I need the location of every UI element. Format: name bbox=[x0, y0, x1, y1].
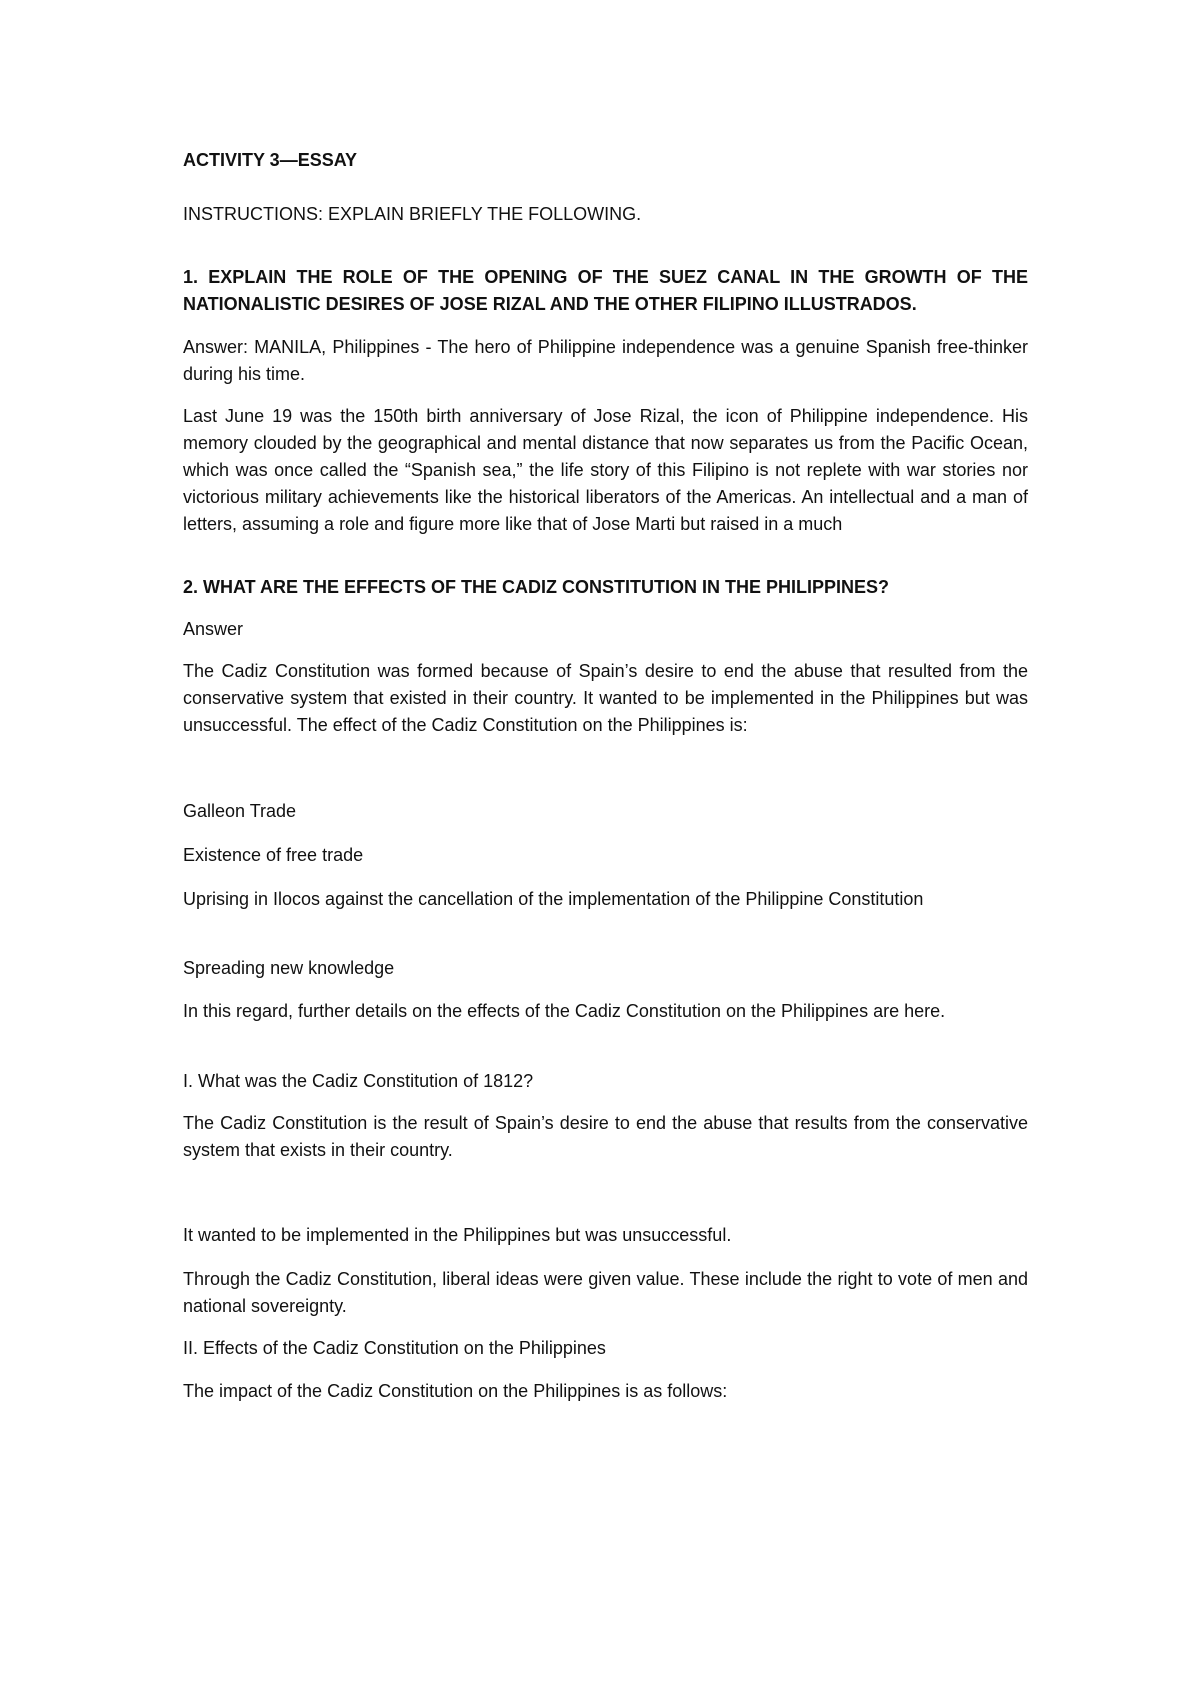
section-1-paragraph-3: Through the Cadiz Constitution, liberal ideas were given value. These include the right to vote of men and national sovereignty. bbox=[183, 1269, 1028, 1316]
document-page bbox=[183, 0, 1028, 1696]
section-1-heading: I. What was the Cadiz Constitution of 1812? bbox=[183, 1071, 534, 1091]
effect-item: Spreading new knowledge bbox=[183, 958, 395, 978]
section-1-paragraph-1: The Cadiz Constitution is the result of Spain’s desire to end the abuse that results from the conservative system that exists in their country. bbox=[183, 1113, 1028, 1160]
instructions: INSTRUCTIONS: EXPLAIN BRIEFLY THE FOLLOWING. bbox=[183, 204, 642, 224]
q2-answer-label: Answer bbox=[183, 619, 244, 639]
q2-answer-paragraph-1: The Cadiz Constitution was formed because of Spain’s desire to end the abuse that resulted from the conservative system that existed in their country. It wanted to be implemented in the Philippines but was unsuccessful. The effect of the Cadiz Constitution on the Philippines is: bbox=[183, 661, 1028, 735]
section-2-paragraph-1: The impact of the Cadiz Constitution on the Philippines is as follows: bbox=[183, 1381, 728, 1401]
effect-item: Existence of free trade bbox=[183, 845, 364, 865]
q1-answer-paragraph-2: Last June 19 was the 150th birth anniversary of Jose Rizal, the icon of Philippine independence. His memory clouded by the geographical and mental distance that now separates us from the Pacific Ocean, which was once called the “Spanish sea,” the life story of this Filipino is not replete with war stories nor victorious military achievements like the historical liberators of the Americas. An intellectual and a man of letters, assuming a role and figure more like that of Jose Marti but raised in a much bbox=[183, 406, 1028, 534]
regard-paragraph: In this regard, further details on the effects of the Cadiz Constitution on the Philippines are here. bbox=[183, 1001, 946, 1021]
document-title: ACTIVITY 3—ESSAY bbox=[183, 150, 358, 170]
q1-answer-paragraph-1: Answer: MANILA, Philippines - The hero of Philippine independence was a genuine Spanish free-thinker during his time. bbox=[183, 337, 1028, 384]
section-2-heading: II. Effects of the Cadiz Constitution on the Philippines bbox=[183, 1338, 606, 1358]
effect-item: Uprising in Ilocos against the cancellation of the implementation of the Philippine Constitution bbox=[183, 889, 924, 909]
section-1-paragraph-2: It wanted to be implemented in the Philippines but was unsuccessful. bbox=[183, 1225, 732, 1245]
question-2: 2. WHAT ARE THE EFFECTS OF THE CADIZ CONSTITUTION IN THE PHILIPPINES? bbox=[183, 577, 890, 597]
effect-item: Galleon Trade bbox=[183, 801, 297, 821]
question-1: 1. EXPLAIN THE ROLE OF THE OPENING OF THE SUEZ CANAL IN THE GROWTH OF THE NATIONALISTIC DESIRES OF JOSE RIZAL AND THE OTHER FILIPINO ILLUSTRADOS. bbox=[183, 267, 1028, 314]
